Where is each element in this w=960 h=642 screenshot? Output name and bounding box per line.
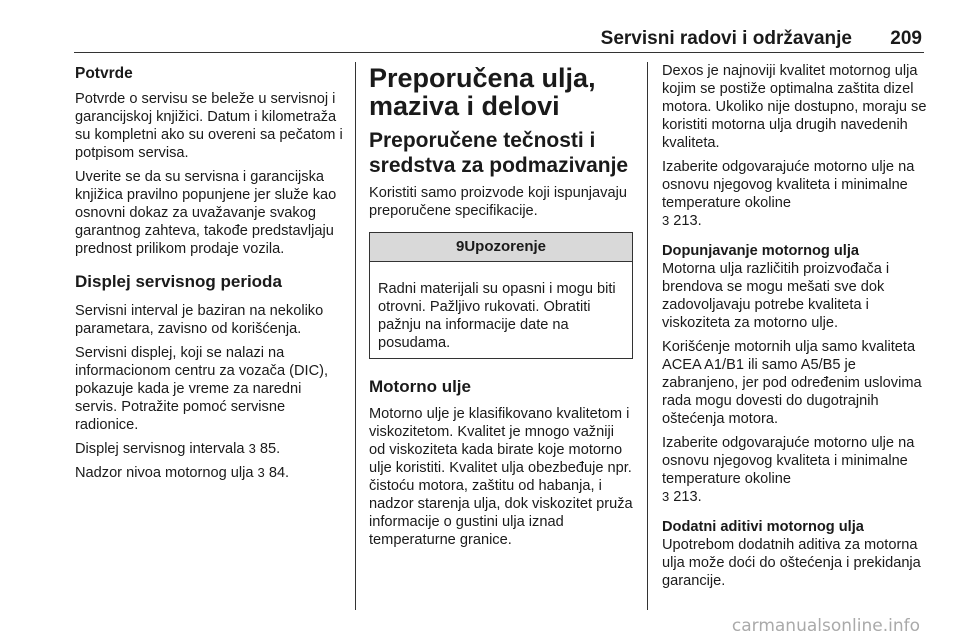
heading-main: Preporučena ulja, maziva i delovi — [369, 63, 596, 121]
paragraph-ref — [75, 464, 347, 482]
page-ref-icon: 3 — [248, 441, 256, 456]
heading-dopunjavanje: Dopunjavanje motornog ulja — [662, 243, 860, 259]
page-number: 209 — [890, 28, 922, 49]
warning-box — [369, 232, 633, 359]
heading-potvrde: Potvrde — [75, 65, 133, 82]
ref-text: Displej servisnog intervala — [75, 441, 245, 457]
ref-text: Izaberite odgovarajuće motorno ulje na osnovu njegovog kvaliteta i minimalne temperature okoline — [662, 159, 915, 211]
heading-aditivi: Dodatni aditivi motornog ulja — [662, 519, 864, 535]
warning-text: Radni materijali su opasni i mogu biti otrovni. Pažljivo rukovati. Obratiti pažnju na informacije date na posudama. — [378, 281, 616, 351]
page-ref-icon: 3 — [257, 465, 265, 480]
paragraph: Motorna ulja različitih proizvođača i brendova se mogu mešati sve dok zadovoljavaju potrebe kvaliteta i viskoziteta za motorno ulje. — [662, 261, 890, 331]
paragraph-ref — [662, 158, 928, 230]
page-ref-link[interactable]: 213. — [673, 489, 702, 505]
heading-displej: Displej servisnog perioda — [75, 272, 282, 291]
paragraph: Uverite se da su servisna i garancijska knjižica pravilno popunjene jer služe kao osnovni dokaz za uvažavanje svakog garantnog zahteva, takođe predstavljaju prednost prilikom prodaje vozila. — [75, 169, 337, 257]
warning-title: Upozorenje — [464, 238, 547, 255]
paragraph-ref — [75, 440, 347, 458]
heading-motorno-ulje: Motorno ulje — [369, 377, 471, 396]
paragraph: Korišćenje motornih ulja samo kvaliteta ACEA A1/B1 ili samo A5/B5 je zabranjeno, jer pod određenim uslovima rada mogu dovesti do dugotrajnih oštećenja motora. — [662, 339, 922, 427]
column-2 — [369, 62, 633, 555]
ref-text: Izaberite odgovarajuće motorno ulje na osnovu njegovog kvaliteta i minimalne temperature okoline — [662, 435, 915, 487]
column-1 — [75, 62, 347, 488]
paragraph-ref — [662, 434, 928, 506]
header-rule — [74, 52, 924, 53]
watermark: carmanualsonline.info — [731, 616, 920, 636]
page-ref-icon: 3 — [662, 489, 670, 504]
column-rule-1 — [355, 62, 356, 610]
heading-sub: Preporučene tečnosti i sredstva za podmazivanje — [369, 129, 629, 177]
paragraph: Dexos je najnoviji kvalitet motornog ulja kojim se postiže optimalna zaštita dizel motora. Ukoliko nije dostupno, moraju se koristiti motorna ulja drugih navedenih kvaliteta. — [662, 63, 927, 151]
page-ref-icon: 3 — [662, 213, 670, 228]
page-header-title: Servisni radovi i održavanje — [600, 28, 852, 49]
paragraph: Servisni interval je baziran na nekoliko parametara, zavisno od korišćenja. — [75, 303, 324, 337]
paragraph: Motorno ulje je klasifikovano kvalitetom i viskozitetom. Kvalitet je mnogo važniji od viskoziteta kada birate koje motorno ulje koristiti. Kvalitet ulja obezbeđuje npr. čistoću motora, zaštitu od habanja, i nadzor starenja ulja, dok viskozitet pruža informacije o gustini ulja iznad temperaturne granice. — [369, 406, 633, 548]
paragraph: Koristiti samo proizvode koji ispunjavaju preporučene specifikacije. — [369, 185, 627, 219]
warning-body — [370, 262, 632, 358]
paragraph: Upotrebom dodatnih aditiva za motorna ulja može doći do oštećenja i prekidanja garancije. — [662, 537, 921, 589]
paragraph: Servisni displej, koji se nalazi na informacionom centru za vozača (DIC), pokazuje kada je vreme za naredni servis. Potražite pomoć servisne radionice. — [75, 345, 329, 433]
warning-header — [370, 233, 632, 262]
column-3 — [662, 62, 928, 596]
column-rule-2 — [647, 62, 648, 610]
ref-text: Nadzor nivoa motornog ulja — [75, 465, 254, 481]
page-ref-link[interactable]: 84. — [268, 465, 290, 481]
page-ref-link[interactable]: 85. — [259, 441, 281, 457]
warning-icon: 9 — [455, 238, 465, 255]
page-ref-link[interactable]: 213. — [673, 213, 702, 229]
paragraph: Potvrde o servisu se beleže u servisnoj i garancijskoj knjižici. Datum i kilometraža su kompletni ako su overeni sa pečatom i potpisom servisa. — [75, 91, 343, 161]
